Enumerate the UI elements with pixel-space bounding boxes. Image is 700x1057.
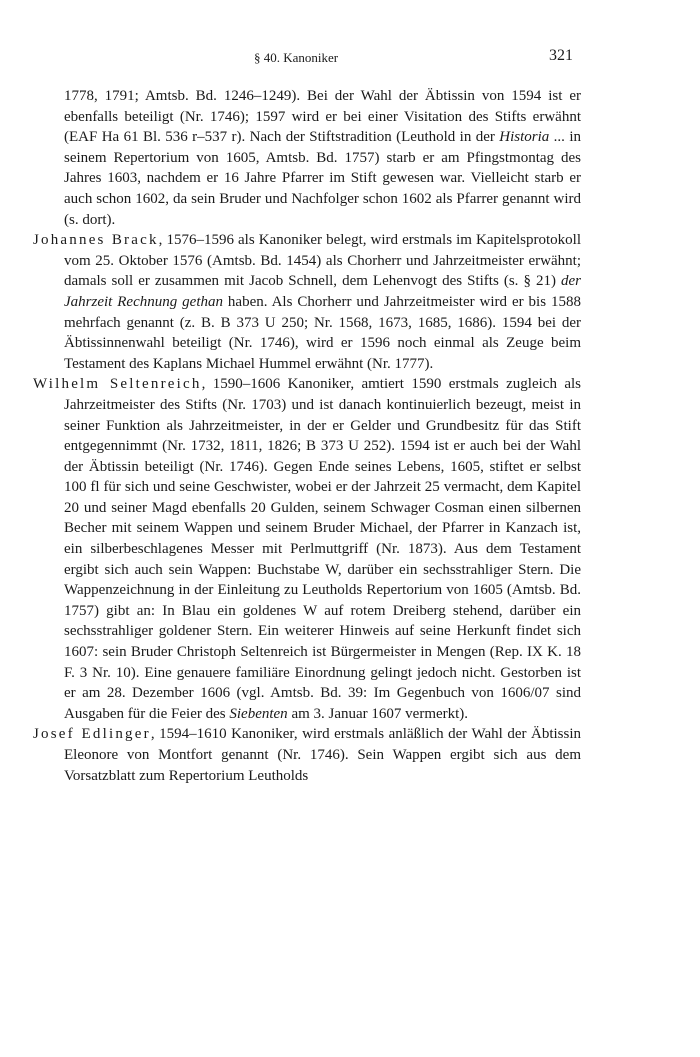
entry-josef-edlinger: [33, 724, 581, 786]
page-body: [33, 86, 581, 786]
paragraph-text: , 1594–1610 Kanoniker, wird erstmals anläßlich der Wahl der Äbtissin Eleonore von Montfort genannt (Nr. 1746). Sein Wappen ergibt sich aus dem Vorsatzblatt zum Repertorium Leutholds: [64, 726, 582, 784]
paragraph-text: 1778, 1791; Amtsb. Bd. 1246–1249). Bei der Wahl der Äbtissin von 1594 ist er ebenfalls beteiligt (Nr. 1746); 1597 wird er bei einer Visitation des Stifts erwähnt (EAF Ha 61 Bl. 536 r–537 r). Nach der Stiftstradition (Leuthold in der: [64, 88, 581, 146]
entry-johannes-brack: [33, 230, 581, 374]
paragraph-text: am 3. Januar 1607 vermerkt).: [287, 705, 469, 722]
person-name: Josef Edlinger: [33, 726, 151, 743]
paragraph-text: haben. Als Chorherr und Jahrzeitmeister wird er bis 1588 mehrfach genannt (z. B. B 373 U 250; Nr. 1568, 1673, 1685, 1686). 1594 bei der Äbtissinnenwahl beteiligt (Nr. 1746), wird er 1596 noch einmal als Zeuge beim Testament des Kaplans Michael Hummel erwähnt (Nr. 1777).: [64, 293, 581, 372]
italic-quote: Historia: [499, 129, 550, 146]
person-name: Johannes Brack: [33, 232, 159, 249]
italic-quote: Siebenten: [229, 705, 288, 722]
paragraph-text: , 1576–1596 als Kanoniker belegt, wird erstmals im Kapitelsprotokoll vom 25. Oktober 1576 (Amtsb. Bd. 1454) als Chorherr und Jahrzeitmeister erwähnt; damals soll er zusammen mit Jacob Schnell, dem Lehenvogt des Stifts (s. § 21): [64, 232, 581, 290]
page-number: 321: [549, 47, 573, 64]
running-header: [0, 47, 700, 70]
paragraph-text: ... in seinem Repertorium von 1605, Amtsb. Bd. 1757) starb er am Pfingstmontag des Jahres 1603, nachdem er 16 Jahre Pfarrer im Stift gewesen war. Vielleicht starb er auch schon 1602, da sein Bruder und Nachfolger schon 1602 als Pfarrer genannt wird (s. dort).: [64, 129, 581, 228]
person-name: Wilhelm Seltenreich: [33, 376, 202, 393]
paragraph-text: , 1590–1606 Kanoniker, amtiert 1590 erstmals zugleich als Jahrzeitmeister des Stifts (Nr. 1703) und ist danach kontinuierlich bezeugt, meist in seiner Funktion als Jahrzeitmeister, in der er Gelder und Grundbesitz für das Stift entgegennimmt (Nr. 1732, 1811, 1826; B 373 U 252). 1594 ist er auch bei der Wahl der Äbtissin beteiligt (Nr. 1746). Gegen Ende seines Lebens, 1605, stiftet er selbst 100 fl für sich und seine Geschwister, wobei er der Jahrzeit 25 vermacht, dem Kapitel 20 und seiner Magd ebenfalls 20 Gulden, seinem Schwager Cosman einen silbernen Becher mit seinem Wappen und seinem Bruder Michael, der Pfarrer in Kanzach ist, ein silberbeschlagenes Messer mit Perlmuttgriff (Nr. 1873). Aus dem Testament ergibt sich auch sein Wappen: Buchstabe W, darüber ein sechsstrahliger Stern. Die Wappenzeichnung in der Einleitung zu Leutholds Repertorium von 1605 (Amtsb. Bd. 1757) gibt an: In Blau ein goldenes W auf rotem Dreiberg stehend, darüber ein sechsstrahliger goldener Stern. Ein weiterer Hinweis auf seine Herkunft findet sich 1607: sein Bruder Christoph Seltenreich ist Bürgermeister in Mengen (Rep. IX K. 18 F. 3 Nr. 10). Eine genauere familiäre Einordnung gelingt jedoch nicht. Gestorben ist er am 28. Dezember 1606 (vgl. Amtsb. Bd. 39: Im Gegenbuch von 1606/07 sind Ausgaben für die Feier des: [64, 376, 582, 722]
entry-wilhelm-seltenreich: [33, 374, 581, 724]
continuation-paragraph: [33, 86, 581, 230]
italic-quote: der Jahrzeit Rechnung gethan: [64, 273, 581, 310]
section-title: § 40. Kanoniker: [254, 50, 339, 65]
